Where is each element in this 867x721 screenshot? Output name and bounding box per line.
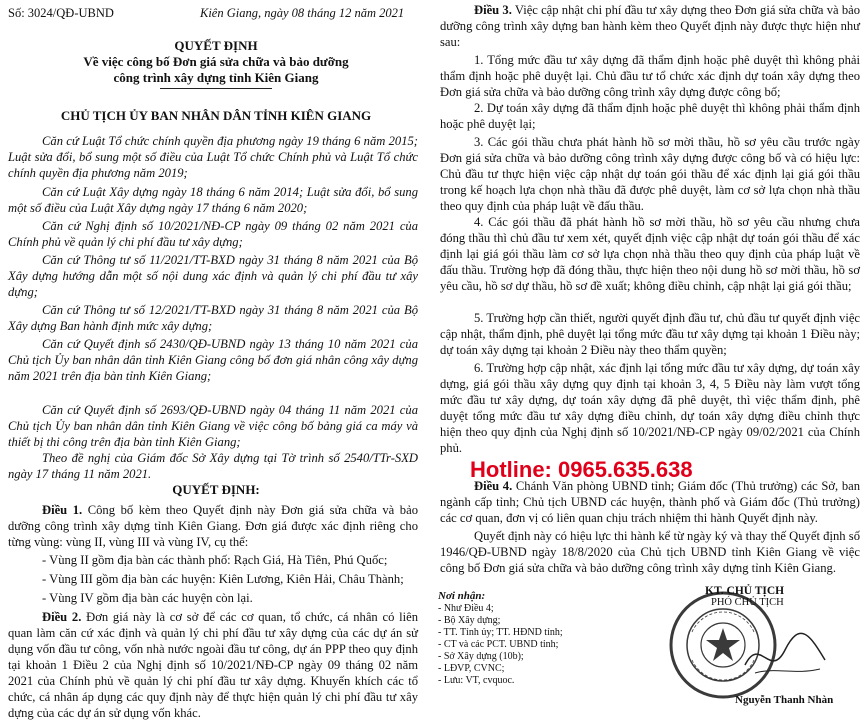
article-3	[440, 2, 860, 50]
handwritten-signature-icon	[740, 625, 830, 685]
signer-role-2: PHÓ CHỦ TỊCH	[711, 597, 784, 608]
article-1-item-2: - Vùng III gồm địa bàn các huyện: Kiên Lương, Kiên Hải, Châu Thành;	[42, 572, 404, 586]
signer-name: Nguyễn Thanh Nhàn	[735, 694, 834, 706]
article-3-item-3: 3. Các gói thầu chưa phát hành hồ sơ mời thầu, hồ sơ yêu cầu trước ngày Đơn giá sửa chữa và bảo dưỡng công trình xây dựng được công bố và có hiệu lực: Chủ đầu tư thực hiện việc cập nhật dự toán gói thầu để xác định lại giá gói thầu trong kế hoạch lựa chọn nhà thầu đã được phê duyệt, làm cơ sở lựa chọn nhà thầu theo quy định của pháp luật về đấu thầu.	[440, 135, 860, 213]
article-3-item-6: 6. Trường hợp cập nhật, xác định lại tổng mức đầu tư xây dựng, dự toán xây dựng, giá gói thầu xây dựng quy định tại khoản 3, 4, 5 Điều này làm vượt tổng mức đầu tư xây dựng, dự toán xây dựng đã phê duyệt, thì việc thẩm định, phê duyệt tổng mức đầu tư xây dựng điều chỉnh, dự toán xây dựng điều chỉnh thực hiện theo quy định của Nghị định số 10/2021/NĐ-CP ngày 09/02/2021 của Chính phủ.	[440, 361, 860, 455]
article-1	[8, 502, 418, 550]
recipients-title: Nơi nhận:	[438, 590, 486, 602]
issuing-authority: CHỦ TỊCH ỦY BAN NHÂN DÂN TỈNH KIÊN GIANG	[60, 108, 372, 123]
document-subtitle-2: công trình xây dựng tỉnh Kiên Giang	[113, 70, 319, 85]
article-2	[8, 609, 418, 721]
recipient-item: - LĐVP, CVNC;	[438, 663, 505, 674]
article-1-item-1: - Vùng II gồm địa bàn các thành phố: Rạch Giá, Hà Tiên, Phú Quốc;	[42, 553, 388, 567]
recipient-item: - Sở Xây dựng (10b);	[438, 651, 524, 662]
basis-2: Căn cứ Luật Xây dựng ngày 18 tháng 6 năm 2014; Luật sửa đổi, bổ sung một số điều của Luật Xây dựng ngày 17 tháng 6 năm 2020;	[8, 185, 418, 215]
article-4-text: Chánh Văn phòng UBND tỉnh; Giám đốc (Thủ trưởng) các Sở, ban ngành cấp tỉnh; Chủ tịch UBND các huyện, thành phố và Giám đốc (Thủ trưởng) các cơ quan, đơn vị có liên quan chịu trách nhiệm thi hành Quyết định này.	[440, 479, 860, 525]
article-3-item-4: 4. Các gói thầu đã phát hành hồ sơ mời thầu, hồ sơ yêu cầu nhưng chưa đóng thầu thì chủ đầu tư xem xét, quyết định việc cập nhật dự toán gói thầu để xác định lại giá gói thầu làm cơ sở lựa chọn nhà thầu theo quy định của pháp luật về đấu thầu. Trường hợp đã đóng thầu, thực hiện theo nội dung hồ sơ mời thầu, hồ sơ yêu cầu, hồ sơ dự thầu, hồ sơ đề xuất; không điều chỉnh, cập nhật lại giá gói thầu;	[440, 215, 860, 293]
title-underline	[160, 88, 272, 89]
document-date: Kiên Giang, ngày 08 tháng 12 năm 2021	[200, 6, 405, 20]
effective-clause: Quyết định này có hiệu lực thi hành kể từ ngày ký và thay thế Quyết định số 1946/QĐ-UBND ngày 18/8/2020 của Chủ tịch UBND tỉnh Kiên Giang về việc công bố Đơn giá sửa chữa và bảo dưỡng công trình xây dựng tỉnh Kiên Giang.	[440, 529, 860, 575]
article-3-item-2: 2. Dự toán xây dựng đã thẩm định hoặc phê duyệt thì không phải thẩm định hoặc phê duyệt lại;	[440, 101, 860, 131]
recipient-item: - TT. Tỉnh ủy; TT. HĐND tỉnh;	[438, 627, 563, 638]
document-title: QUYẾT ĐỊNH	[174, 38, 258, 53]
document-number: Số: 3024/QĐ-UBND	[8, 6, 114, 20]
basis-7: Căn cứ Quyết định số 2693/QĐ-UBND ngày 04 tháng 11 năm 2021 của Chủ tịch Ủy ban nhân dân tỉnh Kiên Giang về việc công bố bảng giá ca máy và thiết bị thi công trên địa bàn tỉnh Kiên Giang;	[8, 403, 418, 449]
article-3-text: Việc cập nhật chi phí đầu tư xây dựng theo Đơn giá sửa chữa và bảo dưỡng công trình xây dựng ban hành kèm theo Quyết định này được thực hiện như sau:	[440, 3, 861, 49]
basis-8: Theo đề nghị của Giám đốc Sở Xây dựng tại Tờ trình số 2540/TTr-SXD ngày 17 tháng 11 năm 2021.	[8, 451, 418, 481]
article-3-item-1: 1. Tổng mức đầu tư xây dựng đã thẩm định hoặc phê duyệt thì không phải thẩm định hoặc phê duyệt lại. Chủ đầu tư tổ chức xác định dự toán xây dựng theo Đơn giá sửa chữa và bảo dưỡng công trình xây dựng được công bố;	[440, 53, 860, 99]
basis-6: Căn cứ Quyết định số 2430/QĐ-UBND ngày 13 tháng 10 năm 2021 của Chủ tịch Ủy ban nhân dân tỉnh Kiên Giang công bố đơn giá nhân công xây dựng năm 2021 trên địa bàn tỉnh Kiên Giang;	[8, 337, 418, 383]
article-2-label: Điều 2.	[42, 610, 82, 624]
recipient-item: - Bộ Xây dựng;	[438, 615, 501, 626]
decides-heading: QUYẾT ĐỊNH:	[172, 482, 260, 497]
document-subtitle-1: Về việc công bố Đơn giá sửa chữa và bảo dưỡng	[83, 54, 349, 69]
basis-5: Căn cứ Thông tư số 12/2021/TT-BXD ngày 31 tháng 8 năm 2021 của Bộ Xây dựng Ban hành định mức xây dựng;	[8, 303, 418, 333]
signer-role	[705, 585, 784, 608]
basis-4: Căn cứ Thông tư số 11/2021/TT-BXD ngày 31 tháng 8 năm 2021 của Bộ Xây dựng hướng dẫn một số nội dung xác định và quản lý chi phí đầu tư xây dựng;	[8, 253, 418, 299]
article-1-label: Điều 1.	[42, 503, 83, 517]
recipient-item: - CT và các PCT. UBND tỉnh;	[438, 639, 559, 650]
recipient-item: - Như Điều 4;	[438, 603, 494, 614]
article-4	[440, 478, 860, 526]
article-4-label: Điều 4.	[474, 479, 513, 493]
article-1-item-3: - Vùng IV gồm địa bàn các huyện còn lại.	[42, 591, 253, 605]
recipient-item: - Lưu: VT, cvquoc.	[438, 675, 515, 686]
basis-1: Căn cứ Luật Tổ chức chính quyền địa phương ngày 19 tháng 6 năm 2015; Luật sửa đổi, bổ sung một số điều của Luật Tổ chức Chính phủ và Luật Tổ chức chính quyền địa phương năm 2019;	[8, 134, 418, 180]
hotline-watermark: Hotline: 0965.635.638	[470, 457, 693, 482]
basis-3: Căn cứ Nghị định số 10/2021/NĐ-CP ngày 09 tháng 02 năm 2021 của Chính phủ về quản lý chi phí đầu tư xây dựng;	[8, 219, 418, 249]
signer-role-1: KT. CHỦ TỊCH	[705, 585, 785, 597]
article-2-text: Đơn giá này là cơ sở để các cơ quan, tổ chức, cá nhân có liên quan làm căn cứ xác định và quản lý chi phí đầu tư xây dựng của các dự án sử dụng vốn đầu tư công, vốn nhà nước ngoài đầu tư công, dự án PPP theo quy định tại khoản 1 Điều 2 của Nghị định số 10/2021/NĐ-CP ngày 09 tháng 02 năm 2021 của Chính phủ về quản lý chi phí đầu tư xây dựng. Khuyến khích các tổ chức, cá nhân áp dụng các quy định này để thực hiện quản lý chi phí đầu tư xây dựng của các dự án sử dụng vốn khác.	[8, 610, 418, 720]
article-3-item-5: 5. Trường hợp cần thiết, người quyết định đầu tư, chủ đầu tư quyết định việc cập nhật, thẩm định, phê duyệt lại tổng mức đầu tư xây dựng tại khoản 1 Điều này; dự toán xây dựng tại khoản 2 Điều này theo thẩm quyền;	[440, 311, 860, 357]
article-3-label: Điều 3.	[474, 3, 512, 17]
article-1-text: Công bố kèm theo Quyết định này Đơn giá sửa chữa và bảo dưỡng công trình xây dựng tỉnh Kiên Giang. Đơn giá được xác định riêng cho từng vùng: vùng II, vùng III và vùng IV, cụ thể:	[8, 503, 418, 549]
